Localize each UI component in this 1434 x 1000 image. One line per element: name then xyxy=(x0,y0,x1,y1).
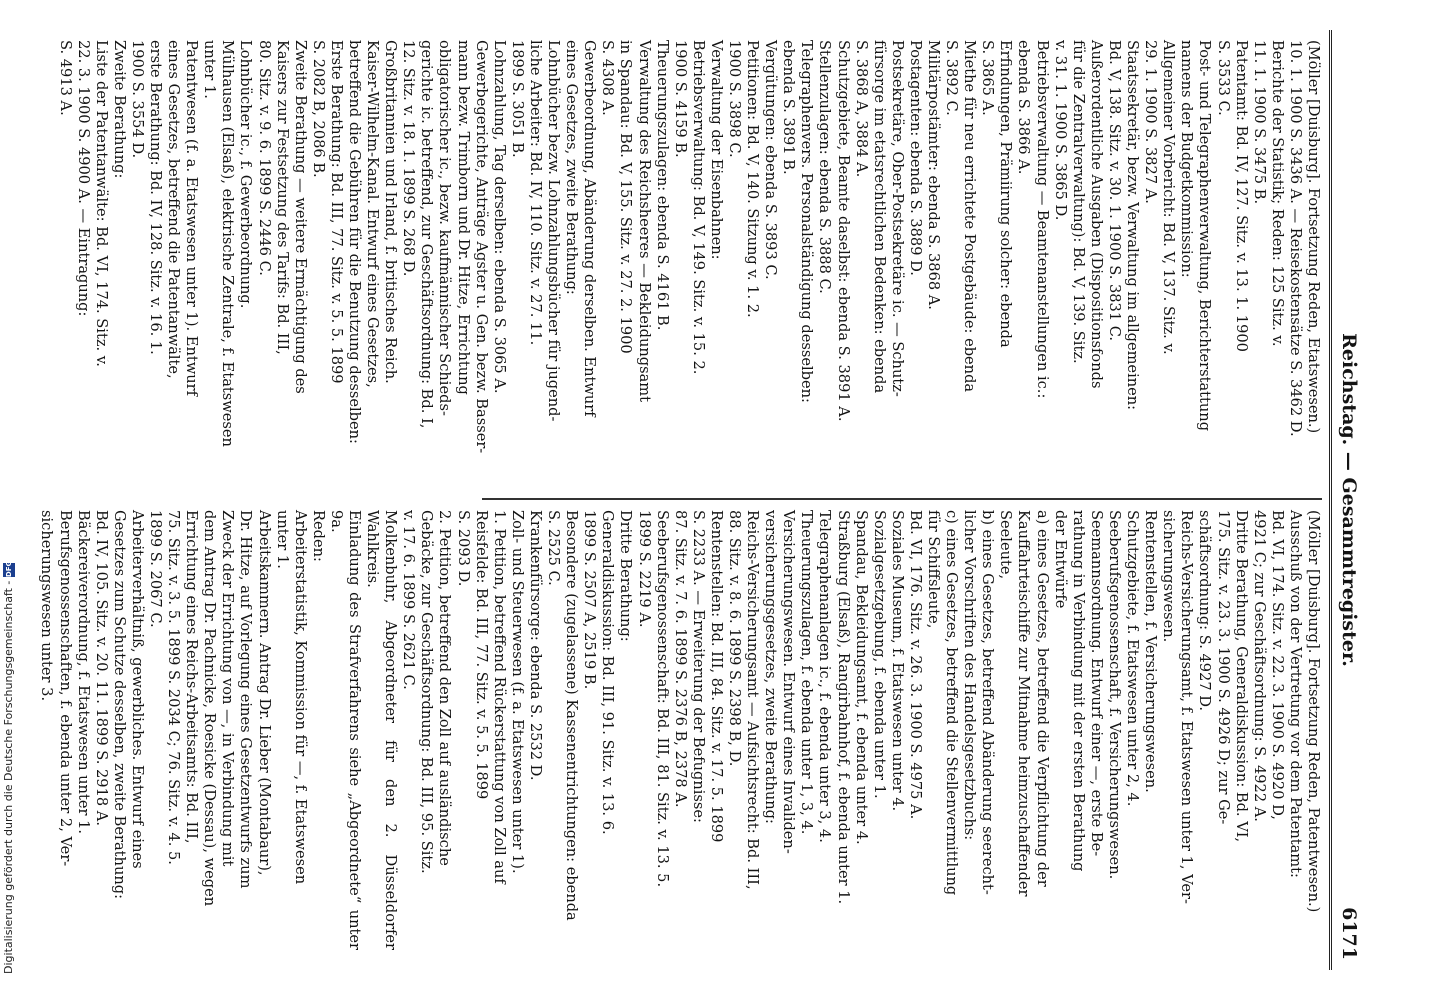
text-line: für die Zentralverwaltung): Bd. V, 139. Sitz. xyxy=(1069,40,1087,364)
text-line: (Möller [Duisburg]. Fortsetzung Reden, Etatswesen.) xyxy=(1305,40,1322,434)
text-line: 1899 S. 2219 A. xyxy=(635,510,653,628)
text-line: Patentwesen (f. a. Etatswesen unter 1). Entwurf xyxy=(183,40,201,396)
text-line: Molkenbuhr, Abgeordneter für den 2. Düsseldorfer Wahlkreis. xyxy=(364,510,400,950)
column-divider xyxy=(482,498,1322,500)
text-line: Zweite Berathung: xyxy=(110,40,128,179)
text-line: Patentamt: Bd. IV, 127. Sitz. v. 13. 1. 1900 xyxy=(1232,40,1250,352)
page-number: 6171 xyxy=(1338,907,1360,960)
text-line: Reisfelde: Bd. III, 77. Sitz. v. 5. 5. 1899 xyxy=(472,510,490,800)
text-line: Rentenstellen: Bd. III, 84. Sitz. v. 17. 5. 1899 xyxy=(707,510,725,843)
text-line: liche Arbeiter: Bd. IV, 110. Sitz. v. 27. 11. xyxy=(526,40,544,346)
text-line: S. 3533 C. xyxy=(1214,40,1232,116)
text-line: betreffend die Gebühren für die Benutzung desselben: xyxy=(346,40,364,444)
text-line: rathung in Verbindung mit der ersten Berathung xyxy=(1069,510,1087,872)
text-line: Bd. V, 138. Sitz. v. 30. 1. 1900 S. 3831 C. xyxy=(1105,40,1123,342)
dfg-logo: DFG xyxy=(5,560,13,578)
text-line: Seemannsordnung. Entwurf einer —, erste Be- xyxy=(1087,510,1105,857)
text-line: Dritte Berathung: xyxy=(617,510,635,642)
text-line: S. 4308 A. xyxy=(599,40,617,116)
text-line: 2. Petition, betreffend den Zoll auf ausländische xyxy=(436,510,454,866)
text-line: ebenda S. 3866 A. xyxy=(1015,40,1033,175)
text-line: Bd. IV, 105. Sitz. v. 20. 11. 1899 S. 2918 A. xyxy=(92,510,110,826)
text-line: 1900 S. 3554 D. xyxy=(128,40,146,159)
text-line: 1899 S. 2507 A, 2519 B. xyxy=(581,510,599,690)
text-line: Generaldiskussion: Bd. III, 91. Sitz. v. 13. 6. xyxy=(599,510,617,835)
text-line: Mülhausen (Elsaß), elektrische Zentrale, f. Etatswesen xyxy=(219,40,237,447)
text-line: sicherungswesen unter 3. xyxy=(38,510,56,702)
text-line: Miethe für neu errichtete Postgebäude: ebenda xyxy=(961,40,979,393)
text-line: Arbeiterstatistik, Kommission für —, f. Etatswesen xyxy=(291,510,309,885)
text-line: gerichte ic. betreffend, zur Geschäftsordnung: Bd. I, xyxy=(418,40,436,429)
text-line: Theuerungszulagen, f. ebenda unter 1, 3, 4. xyxy=(798,510,816,835)
text-line: Kaisers zur Festsetzung des Tarifs: Bd. III, xyxy=(273,40,291,355)
text-line: versicherungsgesetzes, zweite Berathung: xyxy=(762,510,780,824)
left-column xyxy=(55,40,1322,480)
text-line: sicherungswesen. xyxy=(1160,510,1178,643)
text-line: für Schiffsleute, xyxy=(925,510,943,629)
text-line: Bd. VI, 174. Sitz. v. 22. 3. 1900 S. 4920 D, xyxy=(1268,510,1286,820)
text-line: 1. Petition, betreffend Rückerstattung von Zoll auf xyxy=(490,510,508,884)
text-line: c) eines Gesetzes, betreffend die Stellenvermittlung xyxy=(943,510,961,896)
text-line: fürsorge im etatsrechtlichen Bedenken: ebenda xyxy=(870,40,888,394)
text-line: der Entwürfe xyxy=(1051,510,1069,609)
text-line: Reichs-Versicherungsamt, f. Etatswesen unter 1, Ver- xyxy=(1178,510,1196,904)
text-line: S. 2093 D. xyxy=(454,510,472,587)
text-line: S. 2082 B, 2086 B. xyxy=(309,40,327,178)
text-line: b) eines Gesetzes, betreffend Abänderung seerecht- xyxy=(979,510,997,895)
text-line: Gewerbeordnung, Abänderung derselben. Entwurf xyxy=(581,40,599,417)
text-line: Petitionen: Bd. V, 140. Sitzung v. 1. 2. xyxy=(744,40,762,318)
text-line: 87. Sitz. v. 7. 6. 1899 S. 2376 B, 2378 A. xyxy=(671,510,689,808)
text-line: Straßburg (Elsaß), Rangirbahnhof, f. ebenda unter 1. xyxy=(834,510,852,905)
text-line: S. 2233 A. — Erweiterung der Befugnisse: xyxy=(689,510,707,823)
text-line: Bd. VI, 176. Sitz. v. 26. 3. 1900 S. 4975 A. xyxy=(906,510,924,820)
text-line: Lohnzahlung, Tag derselben: ebenda S. 3065 A. xyxy=(490,40,508,394)
text-line: Einladung des Strafverfahrens siehe „Abgeordnete“ unter 9a. xyxy=(327,510,364,950)
text-line: Gebäcke, zur Geschäftsordnung: Bd. III, 95. Sitz. xyxy=(418,510,436,874)
text-line: schäftsordnung: S. 4927 D. xyxy=(1196,510,1214,712)
text-line: ebenda S. 3891 B. xyxy=(780,40,798,175)
text-line: 4921 C; zur Geschäftsordnung: S. 4922 A. xyxy=(1250,510,1268,822)
text-line: 1900 S. 4159 B. xyxy=(671,40,689,158)
right-column xyxy=(37,510,1322,950)
sidebar-text: Digitalisierung gefördert durch die Deutsche Forschungsgemeinschaft - xyxy=(2,580,15,974)
text-line: 1899 S. 2067 C. xyxy=(147,510,164,628)
text-line: Telegraphenanlagen ic., f. ebenda unter 3, 4. xyxy=(816,510,834,843)
text-line: v. 31. 1. 1900 S. 3865 D. xyxy=(1051,40,1069,221)
text-line: Kaiser-Wilhelm-Kanal. Entwurf eines Gesetzes, xyxy=(364,40,382,388)
text-line: Erfindungen, Prämiirung solcher: ebenda xyxy=(997,40,1015,348)
text-line: Stellenzulagen: ebenda S. 3888 C. xyxy=(816,40,834,294)
text-line: 12. Sitz. v. 18. 1. 1899 S. 268 D. xyxy=(400,40,418,277)
text-line: Arbeiterverhältniß, gewerbliches. Entwurf eines xyxy=(128,510,146,869)
header-rule xyxy=(1329,30,1332,970)
text-line: Berichte der Statistik; Reden: 125 Sitz. v. xyxy=(1268,40,1286,347)
text-line: Militärpostämter: ebenda S. 3868 A. xyxy=(925,40,943,310)
text-line: Dritte Berathung, Generaldiskussion: Bd. VI, xyxy=(1232,510,1250,843)
text-line: unter 1. xyxy=(201,40,219,99)
text-line: Post- und Telegraphenverwaltung, Berichterstattung xyxy=(1196,40,1214,432)
text-line: Seeberufsgenossenschaft: Bd. III, 81. Sitz. v. 13. 5. xyxy=(653,510,671,888)
text-line: Gewerbegerichte, Anträge Agster u. Gen. bezw. Basser- xyxy=(472,40,490,454)
text-line: Sozialgesetzgebung, f. ebenda unter 1. xyxy=(870,510,888,799)
text-line: Versicherungswesen. Entwurf eines Invaliden- xyxy=(780,510,798,854)
text-line: 22. 3. 1900 S. 4900 A. — Eintragung: xyxy=(74,40,92,317)
text-line: Gesetzes zum Schutze desselben, zweite Berathung: xyxy=(110,510,128,900)
text-line: mann bezw. Trimborn und Dr. Hitze, Errichtung xyxy=(454,40,472,395)
text-line: eines Gesetzes, zweite Berathung: xyxy=(563,40,581,295)
text-line: Rentenstellen, f. Versicherungswesen. xyxy=(1142,510,1160,793)
text-line: eines Gesetzes, betreffend die Patentanwälte, xyxy=(165,40,183,379)
text-line: Zweite Berathung — weitere Ermächtigung des xyxy=(291,40,309,394)
text-line: Zoll- und Steuerwesen (f. a. Etatswesen unter 1). xyxy=(508,510,526,874)
text-line: Lohnbücher ic., f. Gewerbeordnung. xyxy=(237,40,255,309)
text-line: S. 3892 C. xyxy=(943,40,961,116)
text-line: Berufsgenossenschaften, f. ebenda unter 2, Ver- xyxy=(56,510,74,867)
text-line: (Möller [Duisburg]. Fortsetzung Reden, Patentwesen.) xyxy=(1305,510,1322,913)
text-line: unter 1. xyxy=(273,510,291,569)
text-line: Dr. Hitze, auf Vorlegung eines Gesetzentwurfs zum xyxy=(237,510,255,889)
text-line: Allgemeiner Vorbericht: Bd. V, 137. Sitz. v. xyxy=(1160,40,1178,355)
text-line: Krankenfürsorge: ebenda S. 2532 D. xyxy=(526,510,544,781)
sidebar-credit xyxy=(0,0,18,1000)
text-line: in Spandau: Bd. V, 155. Sitz. v. 27. 2. 1900 xyxy=(617,40,635,354)
text-line: Arbeitskammern. Antrag Dr. Lieber (Montabaur), xyxy=(255,510,273,876)
text-line: Soziales Museum, f. Etatswesen unter 4. xyxy=(888,510,906,812)
text-line: Betriebsverwaltung: Bd. V, 149. Sitz. v. 15. 2. xyxy=(689,40,707,375)
text-line: namens der Budgetkommission: xyxy=(1178,40,1196,278)
text-line: Seeberufsgenossenschaft, f. Versicherungswesen. xyxy=(1105,510,1123,880)
text-line: Außerordentliche Ausgaben (Dispositionsfonds xyxy=(1087,40,1105,389)
text-line: 88. Sitz. v. 8. 6. 1899 S. 2398 B, D. xyxy=(726,510,743,767)
text-line: Bäckereiverordnung, f. Etatswesen unter 1. xyxy=(74,510,92,834)
text-line: Telegraphenvers. Personalständigung desselben: xyxy=(798,40,816,403)
text-line: Kauffahrteischiffe zur Mitnahme heimzuschaffender xyxy=(1015,510,1033,897)
text-line: S. 3868 A, 3884 A. xyxy=(852,40,870,178)
text-line: 29. 1. 1900 S. 3827 A. xyxy=(1142,40,1160,204)
text-line: 11. 1. 1900 S. 3475 B. xyxy=(1250,40,1268,205)
text-line: Reden: xyxy=(309,510,327,562)
text-line: Postagenten: ebenda S. 3889 D. xyxy=(906,40,924,276)
text-line: Ausschuß von der Vertretung vor dem Patentamt: xyxy=(1286,510,1304,878)
page-header xyxy=(1334,40,1364,960)
text-line: a) eines Gesetzes, betreffend die Verpflichtung der xyxy=(1033,510,1051,887)
text-line: Großbritannien und Irland, f. britisches Reich. xyxy=(382,40,400,384)
text-line: Verwaltung des Reichsheeres — Bekleidungsamt xyxy=(635,40,653,402)
text-line: obligatorischer ic., bezw. kaufmännischer Schieds- xyxy=(436,40,454,416)
text-line: Schutzgebiete, f. Etatswesen unter 2, 4. xyxy=(1124,510,1142,807)
text-line: S. 2525 C. xyxy=(545,510,563,586)
text-line: Zweck der Errichtung von —, in Verbindung mit xyxy=(219,510,237,867)
text-line: Betriebsverwaltung — Beamtenanstellungen ic.: xyxy=(1033,40,1051,399)
text-line: Seeleute, xyxy=(997,510,1015,580)
text-line: licher Vorschriften des Handelsgesetzbuchs: xyxy=(961,510,979,841)
text-line: 80. Sitz. v. 9. 6. 1899 S. 2446 C. xyxy=(255,40,273,276)
text-line: S. 4913 A. xyxy=(56,40,74,116)
text-line: 1899 S. 3051 B. xyxy=(508,40,526,158)
text-line: 1900 S. 3898 C. xyxy=(726,40,743,158)
text-line: Liste der Patentanwälte: Bd. VI, 174. Sitz. v. xyxy=(92,40,110,367)
text-line: Errichtung eines Reichs-Arbeitsamts: Bd. III, xyxy=(183,510,201,844)
text-line: erste Berathung: Bd. IV, 128. Sitz. v. 16. 1. xyxy=(147,40,164,355)
text-line: Postsekretäre, Ober-Postsekretäre ic. — Schutz- xyxy=(888,40,906,397)
text-line: v. 17. 6. 1899 S. 2621 C. xyxy=(400,510,418,690)
text-line: Schutzgebiete, Beamte daselbst: ebenda S. 3891 A. xyxy=(834,40,852,422)
text-line: Verwaltung der Eisenbahnen: xyxy=(707,40,725,260)
text-line: Reichs-Versicherungsamt — Aufsichtsrecht: Bd. III, xyxy=(744,510,762,890)
text-line: 175. Sitz. v. 23. 3. 1900 S. 4926 D; zur Ge- xyxy=(1214,510,1232,825)
text-line: 10. 1. 1900 S. 3436 A. — Reisekostensätze S. 3462 D. xyxy=(1286,40,1304,437)
text-line: 75. Sitz. v. 3. 5. 1899 S. 2034 C; 76. Sitz. v. 4. 5. xyxy=(165,510,183,865)
text-line: Erste Berathung: Bd. III, 77. Sitz. v. 5. 5. 1899 xyxy=(327,40,345,384)
text-line: dem Antrag Dr. Pachnicke, Roesicke (Dessau), wegen xyxy=(201,510,219,907)
running-title: Reichstag. — Gesammtregister. xyxy=(1338,333,1360,667)
text-line: Theuerungszulagen: ebenda S. 4161 B. xyxy=(653,40,671,331)
text-line: Staatssekretär, bezw. Verwaltung im allgemeinen: xyxy=(1124,40,1142,411)
text-line: Spandau, Bekleidungsamt, f. ebenda unter 4. xyxy=(852,510,870,845)
text-line: Vergütungen: ebenda S. 3893 C. xyxy=(762,40,780,280)
text-line: Lohnbücher bezw. Lohnzahlungsbücher für jugend- xyxy=(545,40,563,422)
text-line: S. 3865 A. xyxy=(979,40,997,116)
text-line: Besondere (zugelassene) Kassenentrichtungen: ebenda xyxy=(563,510,581,921)
